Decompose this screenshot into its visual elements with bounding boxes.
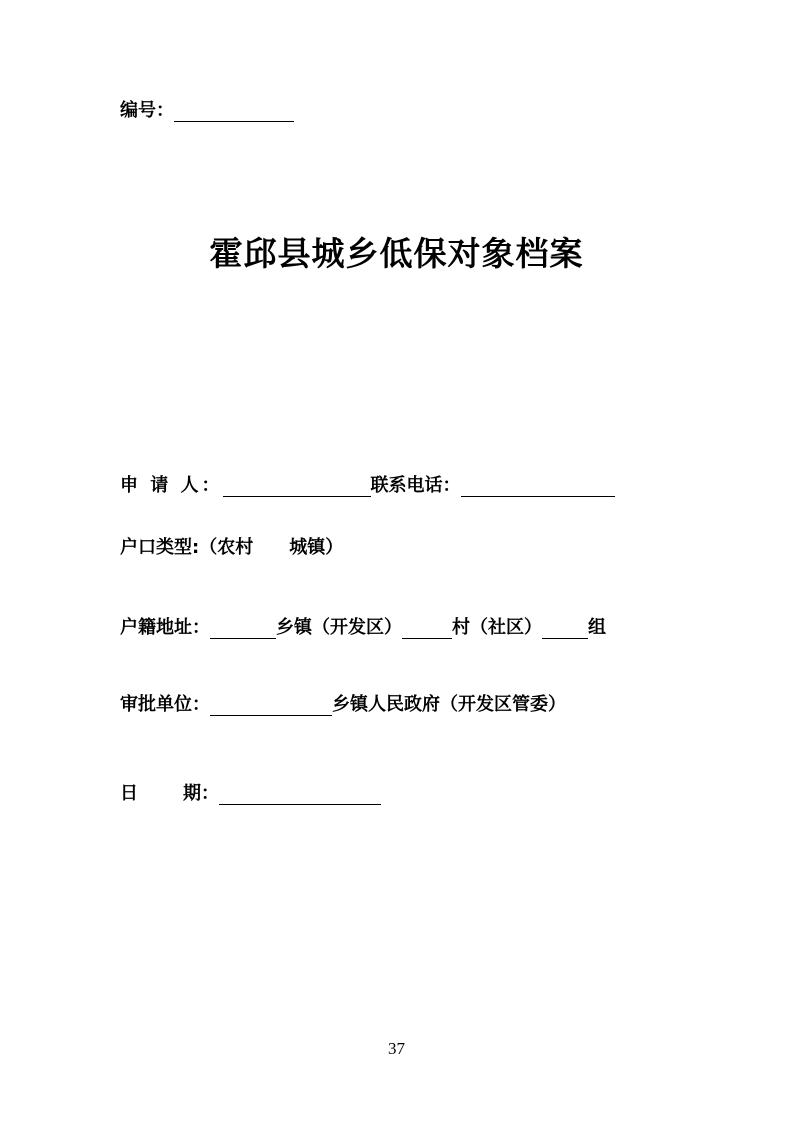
address-label: 户籍地址： bbox=[120, 617, 210, 638]
address-town-label: 乡镇（开发区） bbox=[276, 617, 402, 638]
address-row bbox=[120, 617, 606, 639]
approval-suffix: 乡镇人民政府（开发区管委） bbox=[332, 694, 566, 715]
address-group-label: 组 bbox=[588, 617, 606, 638]
phone-field[interactable] bbox=[461, 478, 615, 497]
document-title: 霍邱县城乡低保对象档案 bbox=[209, 234, 584, 273]
address-group-field[interactable] bbox=[542, 620, 588, 639]
date-label-part2: 期： bbox=[183, 783, 219, 804]
approval-label: 审批单位： bbox=[120, 694, 210, 715]
date-label-part1: 日 bbox=[120, 783, 138, 804]
date-field[interactable] bbox=[219, 786, 381, 805]
date-row bbox=[120, 783, 381, 805]
number-label: 编号： bbox=[120, 100, 174, 121]
household-type-row bbox=[120, 537, 343, 559]
number-row bbox=[120, 100, 294, 122]
address-village-field[interactable] bbox=[402, 620, 452, 639]
number-field[interactable] bbox=[174, 103, 294, 122]
address-town-field[interactable] bbox=[210, 620, 276, 639]
approval-row bbox=[120, 694, 566, 716]
applicant-label: 申 请 人： bbox=[120, 475, 223, 496]
household-type-option-urban[interactable]: 城镇） bbox=[289, 537, 344, 558]
household-type-label: 户口类型:（农村 bbox=[120, 537, 254, 558]
approval-field[interactable] bbox=[210, 697, 332, 716]
phone-label: 联系电话： bbox=[370, 475, 461, 496]
address-village-label: 村（社区） bbox=[452, 617, 542, 638]
page-number: 37 bbox=[388, 1039, 405, 1058]
applicant-field[interactable] bbox=[223, 478, 371, 497]
applicant-row bbox=[120, 475, 615, 497]
